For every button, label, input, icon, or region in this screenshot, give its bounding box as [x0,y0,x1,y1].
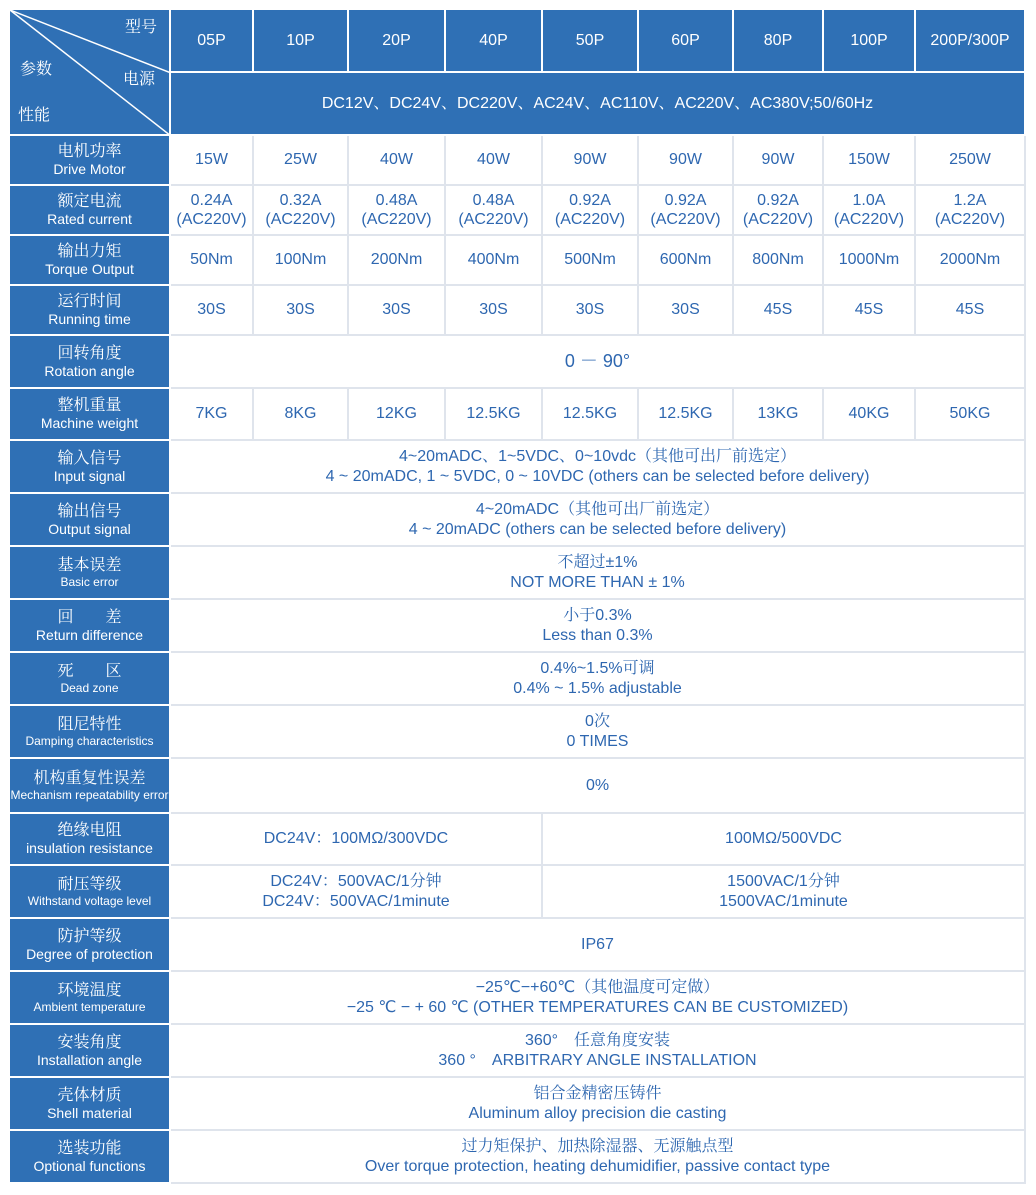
row-return-difference [9,599,1025,652]
row-label [9,865,170,918]
label-cn: 安装角度 [57,1033,122,1051]
row-shell-material [9,1077,1025,1130]
value-cell: 400Nm [445,235,542,285]
label-en: Optional functions [33,1157,146,1174]
value-cell [170,971,1025,1024]
corner-perf-label: 性能 [18,107,51,124]
value-line-cn: 4~20mADC（其他可出厂前选定） [475,501,720,519]
label-cn: 电机功率 [57,143,122,160]
row-insulation [9,813,1025,865]
row-rotation-angle [9,335,1025,388]
label-cn: 输入信号 [57,449,122,467]
value-line-cn: 0次 [585,713,610,731]
row-label [9,1077,170,1130]
value-cell: 45S [823,285,915,335]
row-label [9,705,170,758]
value-cell [253,185,348,235]
value-cell: 25W [253,135,348,185]
row-basic-error [9,546,1025,599]
value-line-en: 4 ~ 20mADC (others can be selected before delivery) [408,520,787,538]
value-cell-right [542,865,1025,918]
value-cell [170,1130,1025,1183]
value-line-cn: 小于0.3% [563,607,632,625]
label-cn: 耐压等级 [57,875,122,893]
value-cell: IP67 [170,918,1025,971]
label-cn: 机构重复性误差 [33,769,146,787]
value-cell [170,546,1025,599]
value-line-en: Aluminum alloy precision die casting [468,1104,727,1122]
row-protection [9,918,1025,971]
current-voltage: (AC220V) [554,211,626,228]
row-running-time [9,285,1025,335]
value-line-cn: 360° 任意角度安装 [524,1032,671,1050]
row-label [9,335,170,388]
row-label [9,918,170,971]
row-label [9,813,170,865]
label-cn: 额定电流 [57,193,122,210]
value-cell: 45S [915,285,1025,335]
value-cell: 800Nm [733,235,823,285]
value-cell [170,493,1025,546]
value-line-en: 1500VAC/1minute [719,892,848,910]
value-cell: 12.5KG [542,388,638,440]
row-label [9,971,170,1024]
value-cell [170,599,1025,652]
power-supply-value: DC12V、DC24V、DC220V、AC24V、AC110V、AC220V、AC380V;50/60Hz [170,72,1025,135]
model-header: 200P/300P [915,9,1025,72]
value-cell: 90W [542,135,638,185]
row-output-signal [9,493,1025,546]
value-cell: 40W [445,135,542,185]
current-value: 0.92A [664,191,707,209]
value-line-cn: DC24V：500VAC/1分钟 [270,873,442,891]
value-cell: 90W [638,135,733,185]
value-cell: 0% [170,758,1025,813]
value-cell: 30S [638,285,733,335]
label-en: Mechanism repeatability error [10,787,169,802]
label-en: Rotation angle [44,362,135,379]
row-label [9,235,170,285]
label-en: Degree of protection [26,945,153,962]
current-value: 0.92A [569,191,611,209]
value-cell: 40KG [823,388,915,440]
label-cn: 防护等级 [57,927,122,945]
value-cell: 50KG [915,388,1025,440]
row-drive-motor [9,135,1025,185]
row-label [9,185,170,235]
label-cn: 回转角度 [57,344,122,362]
value-line-en: Less than 0.3% [542,626,653,644]
label-cn: 回 差 [57,608,122,626]
label-en: Drive Motor [53,161,126,178]
current-voltage: (AC220V) [176,211,247,228]
value-line-cn: 过力矩保护、加热除湿器、无源触点型 [461,1138,734,1156]
row-label [9,546,170,599]
current-voltage: (AC220V) [742,211,814,228]
value-cell: 7KG [170,388,253,440]
row-label [9,599,170,652]
row-optional-functions [9,1130,1025,1183]
corner-power-label: 电源 [122,71,155,88]
label-cn: 整机重量 [57,397,122,414]
label-en: Input signal [53,467,126,484]
row-damping [9,705,1025,758]
label-en: Installation angle [36,1051,143,1068]
row-label [9,440,170,493]
value-cell: 500Nm [542,235,638,285]
label-en: Basic error [60,574,119,589]
row-label [9,1130,170,1183]
value-cell: 2000Nm [915,235,1025,285]
model-header: 40P [445,9,542,72]
value-line-cn: −25℃−+60℃（其他温度可定做） [475,979,720,997]
model-header: 10P [253,9,348,72]
row-label [9,758,170,813]
row-label [9,493,170,546]
value-line-en: NOT MORE THAN ± 1% [510,573,685,591]
value-line-en: 0 TIMES [566,732,629,750]
value-cell: 100Nm [253,235,348,285]
model-header: 80P [733,9,823,72]
row-withstand-voltage [9,865,1025,918]
label-en: Withstand voltage level [27,893,152,908]
current-voltage: (AC220V) [458,211,529,228]
row-ambient-temperature [9,971,1025,1024]
row-label [9,1024,170,1077]
value-cell [445,185,542,235]
value-cell-left: DC24V：100MΩ/300VDC [170,813,542,865]
value-line-cn: 铝合金精密压铸件 [533,1085,662,1103]
value-cell: 15W [170,135,253,185]
label-cn: 环境温度 [57,981,122,999]
label-cn: 输出信号 [57,502,122,520]
value-cell: 8KG [253,388,348,440]
value-cell: 250W [915,135,1025,185]
label-en: Shell material [47,1104,132,1121]
value-line-en: 360 ° ARBITRARY ANGLE INSTALLATION [438,1051,757,1069]
current-voltage: (AC220V) [361,211,432,228]
value-line-en: DC24V：500VAC/1minute [262,892,450,910]
label-en: Ambient temperature [33,999,146,1014]
value-cell: 45S [733,285,823,335]
current-voltage: (AC220V) [650,211,721,228]
current-value: 0.48A [375,191,418,209]
label-en: Machine weight [40,415,139,432]
row-input-signal [9,440,1025,493]
label-en: Rated current [47,211,132,228]
row-label [9,135,170,185]
value-cell: 30S [253,285,348,335]
value-cell: 12KG [348,388,445,440]
value-cell: 12.5KG [445,388,542,440]
value-cell: 30S [445,285,542,335]
label-cn: 死 区 [57,662,122,680]
label-en: Return difference [35,626,144,643]
current-value: 1.2A [953,191,987,209]
row-label [9,388,170,440]
value-cell [348,185,445,235]
value-cell: 150W [823,135,915,185]
model-header: 60P [638,9,733,72]
label-en: Running time [48,311,131,328]
corner-param-label: 参数 [20,61,53,78]
label-en: Dead zone [60,680,119,695]
label-en: Output signal [48,520,131,537]
row-label [9,652,170,705]
value-cell [170,440,1025,493]
value-cell [733,185,823,235]
value-line-cn: 1500VAC/1分钟 [727,873,840,891]
value-cell: 30S [542,285,638,335]
value-line-en: 4 ~ 20mADC, 1 ~ 5VDC, 0 ~ 10VDC (others can be selected before delivery) [325,467,870,485]
label-cn: 阻尼特性 [57,715,122,733]
value-line-cn: 4~20mADC、1~5VDC、0~10vdc（其他可出厂前选定） [398,448,796,466]
value-cell: 30S [170,285,253,335]
label-cn: 基本误差 [57,556,122,574]
value-cell [638,185,733,235]
value-cell-right: 100MΩ/500VDC [542,813,1025,865]
value-cell: 1000Nm [823,235,915,285]
value-cell: 50Nm [170,235,253,285]
model-header: 100P [823,9,915,72]
label-cn: 壳体材质 [57,1086,122,1104]
value-line-en: 0.4% ~ 1.5% adjustable [513,679,682,697]
label-en: insulation resistance [26,840,153,857]
label-cn: 选装功能 [57,1139,122,1157]
value-cell [170,1024,1025,1077]
value-cell: 13KG [733,388,823,440]
model-header: 20P [348,9,445,72]
label-en: Damping characteristics [25,733,154,748]
value-cell: 40W [348,135,445,185]
value-cell [170,705,1025,758]
label-cn: 绝缘电阻 [57,822,122,839]
value-line-cn: 0.4%~1.5%可调 [540,660,655,678]
value-cell: 200Nm [348,235,445,285]
value-cell [170,652,1025,705]
header-model-row [9,9,1025,72]
header-corner [9,9,170,135]
value-line-en: Over torque protection, heating dehumidifier, passive contact type [364,1157,831,1175]
row-rated-current [9,185,1025,235]
current-value: 0.48A [472,191,515,209]
label-cn: 输出力矩 [57,243,122,260]
row-label [9,285,170,335]
value-line-en: −25 ℃ − + 60 ℃ (OTHER TEMPERATURES CAN BE CUSTOMIZED) [346,998,849,1016]
current-voltage: (AC220V) [833,211,905,228]
value-cell-left [170,865,542,918]
row-torque-output [9,235,1025,285]
current-value: 1.0A [852,191,886,209]
current-value: 0.92A [757,191,799,209]
current-voltage: (AC220V) [934,211,1006,228]
row-dead-zone [9,652,1025,705]
value-cell: 0 － 90° [170,335,1025,388]
value-cell [915,185,1025,235]
row-repeatability [9,758,1025,813]
value-cell [170,1077,1025,1130]
value-cell: 600Nm [638,235,733,285]
current-value: 0.24A [190,191,233,209]
value-cell [170,185,253,235]
value-cell [823,185,915,235]
value-cell: 12.5KG [638,388,733,440]
value-cell: 30S [348,285,445,335]
row-machine-weight [9,388,1025,440]
label-en: Torque Output [45,261,134,278]
model-header: 05P [170,9,253,72]
row-installation-angle [9,1024,1025,1077]
value-cell [542,185,638,235]
current-value: 0.32A [279,191,322,209]
label-cn: 运行时间 [57,293,122,310]
model-header: 50P [542,9,638,72]
spec-table [8,8,1026,1184]
value-cell: 90W [733,135,823,185]
corner-model-label: 型号 [124,19,157,36]
current-voltage: (AC220V) [265,211,336,228]
value-line-cn: 不超过±1% [557,554,638,572]
